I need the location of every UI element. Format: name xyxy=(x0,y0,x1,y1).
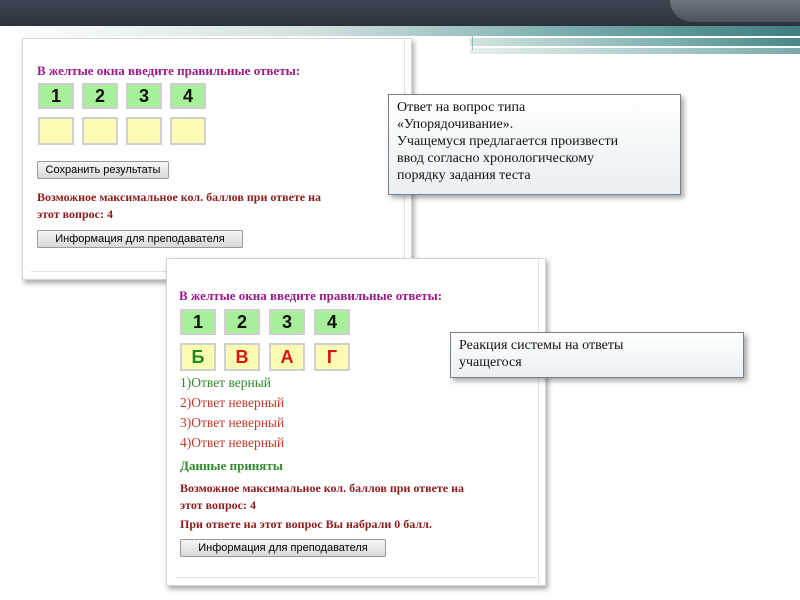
data-accepted-status: Данные приняты xyxy=(180,458,283,473)
decor-strip xyxy=(0,26,800,36)
max-score-line-2: этот вопрос: 4 xyxy=(37,207,113,221)
instruction-heading: В желтые окна введите правильные ответы: xyxy=(37,63,301,78)
teacher-info-button[interactable]: Информация для преподавателя xyxy=(180,539,386,557)
max-score-info xyxy=(180,480,464,514)
order-number-3: 3 xyxy=(126,83,162,109)
order-number-1: 1 xyxy=(180,309,216,335)
save-results-button[interactable]: Сохранить результаты xyxy=(37,161,169,179)
result-2: 2)Ответ неверный xyxy=(180,395,285,410)
max-score-line-1: Возможное максимальное кол. баллов при ответе на xyxy=(180,481,465,495)
decor-line xyxy=(472,36,473,50)
order-number-2: 2 xyxy=(82,83,118,109)
question-panel-answered xyxy=(166,258,546,586)
answer-input-3[interactable]: А xyxy=(269,343,305,371)
result-1: 1)Ответ верный xyxy=(180,375,272,390)
panel-edge xyxy=(538,259,539,585)
order-number-1: 1 xyxy=(38,83,74,109)
answer-input-1[interactable] xyxy=(38,117,74,145)
decor-strip-3 xyxy=(470,48,800,54)
callout-line-5: порядку задания теста xyxy=(397,168,531,183)
question-panel-empty xyxy=(22,38,412,280)
panel-bottom-edge xyxy=(175,577,537,578)
answer-input-4[interactable] xyxy=(170,117,206,145)
answer-input-1[interactable]: Б xyxy=(180,343,216,371)
score-result: При ответе на этот вопрос Вы набрали 0 балл. xyxy=(180,517,432,531)
order-number-3: 3 xyxy=(269,309,305,335)
instruction-heading: В желтые окна введите правильные ответы: xyxy=(179,288,443,303)
answer-input-2[interactable]: В xyxy=(224,343,260,371)
order-number-2: 2 xyxy=(224,309,260,335)
callout-line-1: Реакция системы на ответы xyxy=(459,338,624,353)
top-banner-bevel xyxy=(670,0,800,22)
reaction-callout xyxy=(450,332,744,378)
max-score-info xyxy=(37,189,321,223)
result-4: 4)Ответ неверный xyxy=(180,435,285,450)
decor-strip-2 xyxy=(470,38,800,46)
callout-line-2: учащегося xyxy=(459,355,522,370)
max-score-line-2: этот вопрос: 4 xyxy=(180,498,256,512)
callout-line-1: Ответ на вопрос типа xyxy=(397,100,526,115)
answer-input-4[interactable]: Г xyxy=(314,343,350,371)
callout-line-2: «Упорядочивание». xyxy=(397,117,514,132)
answer-input-2[interactable] xyxy=(82,117,118,145)
teacher-info-button[interactable]: Информация для преподавателя xyxy=(37,230,243,248)
answer-input-3[interactable] xyxy=(126,117,162,145)
callout-line-4: ввод согласно хронологическому xyxy=(397,151,595,166)
order-number-4: 4 xyxy=(170,83,206,109)
result-3: 3)Ответ неверный xyxy=(180,415,285,430)
max-score-line-1: Возможное максимальное кол. баллов при ответе на xyxy=(37,190,322,204)
order-number-4: 4 xyxy=(314,309,350,335)
callout-line-3: Учащемуся предлагается произвести xyxy=(397,134,619,149)
ordering-callout xyxy=(388,94,681,195)
